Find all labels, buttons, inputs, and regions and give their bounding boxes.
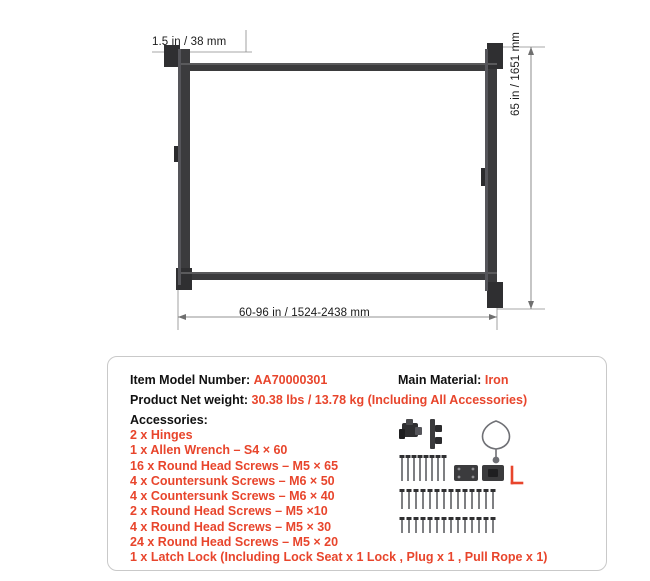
main-material-row	[398, 373, 508, 388]
model-number-label: Item Model Number:	[130, 373, 251, 387]
accessories-label: Accessories:	[130, 413, 208, 427]
list-item: 4 x Countersunk Screws – M6 × 50	[130, 473, 335, 488]
accessories-illustration	[396, 417, 591, 565]
allen-wrench-icon	[512, 467, 522, 483]
width-dimension-label: 60-96 in / 1524-2438 mm	[239, 307, 370, 319]
pull-rope-icon	[483, 421, 510, 463]
list-item: 4 x Round Head Screws – M5 × 30	[130, 519, 332, 534]
list-item: 24 x Round Head Screws – M5 × 20	[130, 535, 339, 550]
screw-group-short	[402, 519, 493, 533]
list-item: 16 x Round Head Screws – M5 × 65	[130, 458, 339, 473]
thickness-dimension-label: 1.5 in / 38 mm	[152, 36, 227, 48]
screw-heads-short	[400, 517, 496, 520]
lock-seat-icon	[454, 465, 504, 481]
screw-heads-medium	[400, 489, 496, 492]
accessories-list	[130, 428, 548, 566]
list-item: 2 x Hinges	[130, 428, 193, 442]
screw-group-long	[402, 457, 444, 481]
screw-heads-long	[400, 455, 447, 458]
list-item: 1 x Allen Wrench – S4 × 60	[130, 443, 288, 458]
model-number-value: AA70000301	[253, 373, 328, 387]
latch-lock-icon	[399, 419, 422, 439]
main-material-label: Main Material:	[398, 373, 482, 387]
screw-group-medium	[402, 491, 493, 509]
net-weight-label: Product Net weight:	[130, 393, 249, 407]
main-material-value: Iron	[484, 373, 509, 387]
frame-body	[164, 43, 503, 308]
list-item: 4 x Countersunk Screws – M6 × 40	[130, 489, 335, 504]
list-item: 2 x Round Head Screws – M5 ×10	[130, 504, 328, 519]
model-number-row	[130, 373, 327, 388]
net-weight-value: 30.38 lbs / 13.78 kg (Including All Accessories)	[251, 393, 528, 407]
height-dimension-label: 65 in / 1651 mm	[510, 32, 522, 116]
net-weight-row	[130, 393, 527, 408]
specification-panel	[107, 356, 607, 571]
list-item: 1 x Latch Lock (Including Lock Seat x 1 Lock , Plug x 1 , Pull Rope x 1)	[130, 550, 548, 565]
hinge-icon	[430, 419, 442, 449]
